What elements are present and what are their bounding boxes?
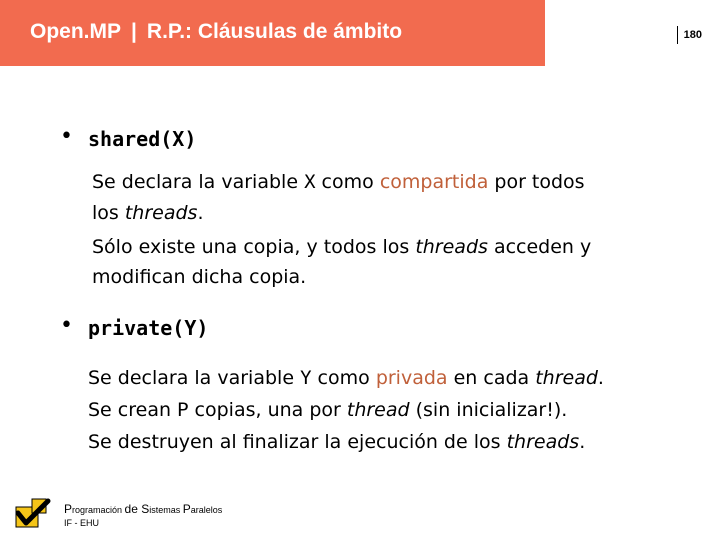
title-separator: | [131, 20, 137, 43]
shared-line-2: los threads. [92, 202, 204, 224]
private-heading: private(Y) [88, 316, 209, 340]
private-line-3: Se destruyen al finalizar la ejecución de los threads. [88, 431, 586, 453]
shared-line-3: Sólo existe una copia, y todos los threads acceden y [92, 236, 592, 258]
shared-line-1: Se declara la variable X como compartida por todos [92, 171, 585, 193]
app-name: Open.MP [30, 20, 122, 43]
shared-line-4: modifican dicha copia. [92, 266, 307, 288]
private-line-2: Se crean P copias, una por thread (sin inicializar!). [88, 399, 568, 421]
page-number: 180 [677, 26, 702, 44]
bullet-1: • [60, 124, 73, 149]
slide-title [30, 20, 402, 44]
institution: IF - EHU [64, 518, 99, 528]
shared-heading: shared(X) [88, 127, 197, 151]
course-name: Programación de Sistemas Paralelos [64, 502, 223, 516]
title-text: R.P.: Cláusulas de ámbito [146, 20, 403, 43]
private-line-1: Se declara la variable Y como privada en cada thread. [88, 367, 604, 389]
bullet-2: • [60, 313, 73, 338]
checkmark-icon [14, 497, 52, 529]
title-bar [0, 0, 545, 66]
